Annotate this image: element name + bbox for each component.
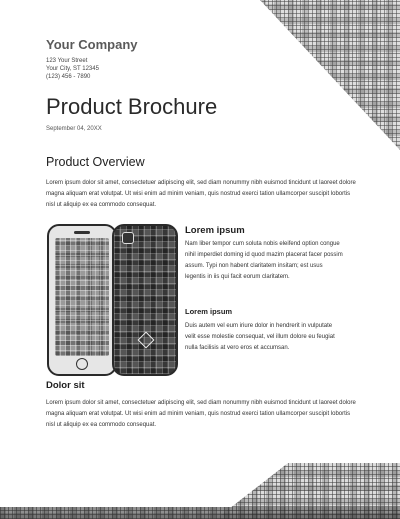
overview-text: Lorem ipsum dolor sit amet, consectetuer adipiscing elit, sed diam nonummy nibh euismod tincidunt ut laoreet dolore magna aliquam erat volutpat. Ut wisi enim ad minim veniam, quis nostrud exerci tation ullamcorper suscipit lobortis nisl ut aliquip ex ea commodo consequat. bbox=[46, 180, 356, 208]
phone-camera bbox=[122, 232, 134, 244]
plaid-corner-decoration bbox=[260, 0, 400, 150]
feature-subheading: Lorem ipsum bbox=[185, 307, 233, 316]
feature-heading: Lorem ipsum bbox=[185, 225, 245, 236]
address-line: (123) 456 - 7890 bbox=[46, 74, 91, 80]
phone-speaker bbox=[74, 231, 90, 234]
overview-heading: Product Overview bbox=[46, 155, 145, 169]
document-title: Product Brochure bbox=[46, 94, 218, 119]
closing-heading: Dolor sit bbox=[46, 380, 85, 391]
document-date: September 04, 20XX bbox=[46, 126, 102, 132]
phone-home-button bbox=[76, 358, 88, 370]
smartphone-back-icon bbox=[112, 224, 178, 376]
closing-text: Lorem ipsum dolor sit amet, consectetuer adipiscing elit, sed diam nonummy nibh euismod tincidunt ut laoreet dolore magna aliquam erat volutpat. Ut wisi enim ad minim veniam, quis nostrud exerci tation ullamcorper suscipit lobortis nisl ut aliquip ex ea commodo consequat. bbox=[46, 400, 356, 428]
smartphone-front-icon bbox=[47, 224, 117, 376]
feature-subtext: Duis autem vel eum iriure dolor in hendrerit in vulputate velit esse molestie consequat, vel illum dolore eu feugiat nulla facilisis at vero eros et accumsan. bbox=[185, 323, 335, 351]
address-line: Your City, ST 12345 bbox=[46, 66, 99, 72]
phone-screen bbox=[55, 238, 109, 356]
address-line: 123 Your Street bbox=[46, 58, 88, 64]
phone-logo bbox=[138, 332, 155, 349]
company-address bbox=[46, 57, 99, 81]
plaid-footer-strip bbox=[0, 507, 400, 519]
feature-text: Nam liber tempor cum soluta nobis eleifend option congue nihil imperdiet doming id quod mazim placerat facer possim assum. Typi non habent claritatem insitam; est usus legentis in iis qui facit eorum claritatem. bbox=[185, 241, 343, 280]
company-name: Your Company bbox=[46, 37, 138, 52]
